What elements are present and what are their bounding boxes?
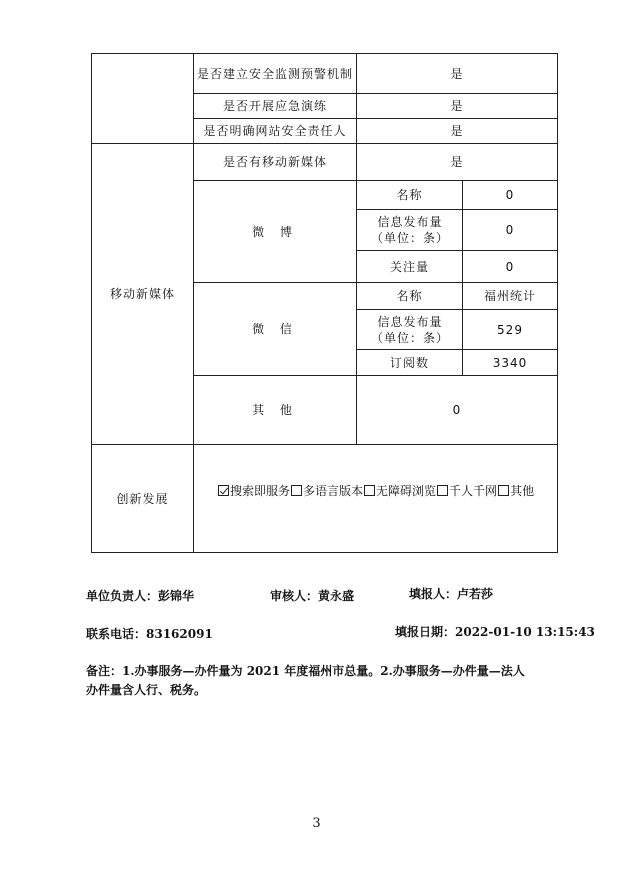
option-personalized: 千人千网	[449, 483, 498, 498]
option-accessibility: 无障碍浏览	[376, 483, 437, 498]
checkbox-personalized[interactable]	[437, 485, 448, 496]
wechat-name-value: 福州统计	[483, 289, 536, 303]
wechat-subs-value: 3340	[492, 355, 528, 370]
checkbox-accessibility[interactable]	[364, 485, 375, 496]
weibo-name-value: 0	[505, 188, 515, 202]
weibo-followers-label: 关注量	[389, 259, 429, 274]
weibo-posts-label: 信息发布量（单位：条）	[370, 215, 449, 245]
row-value-drill: 是	[450, 99, 464, 113]
section-label-innovation: 创新发展	[116, 491, 169, 506]
wechat-posts-label: 信息发布量（单位：条）	[370, 314, 449, 345]
checkbox-multilingual[interactable]	[291, 485, 302, 496]
option-search-service: 搜索即服务	[230, 483, 291, 498]
has-mobile-label: 是否有移动新媒体	[222, 155, 327, 169]
other-value: 0	[452, 403, 462, 417]
row-label-monitoring: 是否建立安全监测预警机制	[196, 66, 353, 81]
page-number: 3	[312, 816, 322, 831]
row-value-monitoring: 是	[450, 66, 464, 81]
fill-date: 填报日期：2022-01-10 13:15:43	[395, 625, 595, 639]
weibo-followers-value: 0	[505, 259, 515, 274]
option-multilingual: 多语言版本	[303, 483, 364, 498]
section-label-mobile-media: 移动新媒体	[109, 287, 175, 301]
has-mobile-value: 是	[450, 155, 464, 169]
filler: 填报人：卢若莎	[409, 587, 494, 601]
row-label-drill: 是否开展应急演练	[222, 99, 327, 113]
other-label: 其 他	[252, 403, 298, 417]
note-line-1: 备注：1.办事服务—办件量为 2021 年度福州市总量。2.办事服务—办件量—法人	[86, 664, 525, 678]
wechat-posts-value: 529	[497, 322, 523, 337]
reviewer: 审核人：黄永盛	[270, 589, 355, 603]
row-value-security-owner: 是	[450, 124, 464, 138]
innovation-options	[218, 480, 535, 500]
wechat-subs-label: 订阅数	[389, 355, 429, 370]
weibo-posts-value: 0	[505, 223, 515, 237]
row-label-security-owner: 是否明确网站安全责任人	[203, 124, 347, 138]
checkbox-other[interactable]	[498, 485, 509, 496]
option-other: 其他	[510, 483, 535, 498]
weibo-name-label: 名称	[396, 188, 423, 202]
weibo-label: 微 博	[252, 224, 298, 239]
contact-phone: 联系电话：83162091	[86, 627, 213, 641]
wechat-label: 微 信	[252, 322, 298, 336]
note-line-2: 办件量含人行、税务。	[86, 683, 207, 697]
unit-head: 单位负责人：彭锦华	[86, 589, 195, 603]
checkbox-search-service[interactable]	[218, 485, 229, 496]
wechat-name-label: 名称	[396, 289, 423, 303]
